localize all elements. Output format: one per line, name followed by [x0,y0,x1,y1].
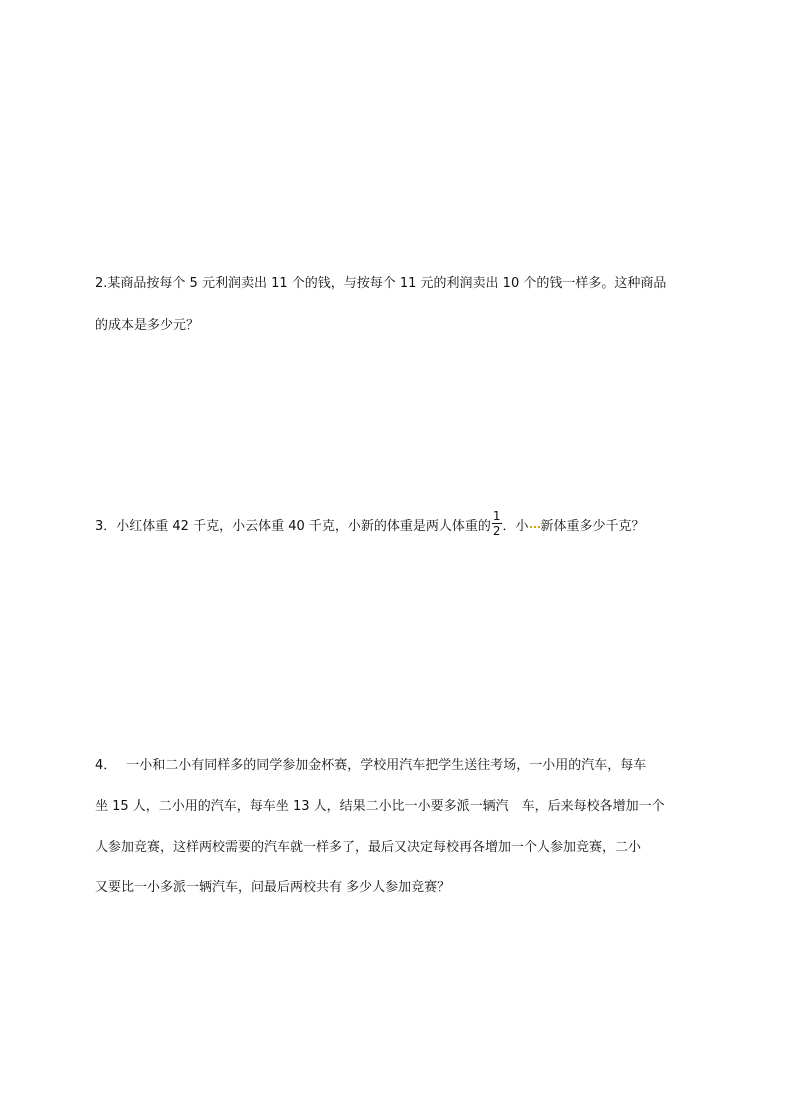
question-4-line-2: 坐 15 人，二小用的汽车，每车坐 13 人，结果二小比一小要多派一辆汽 车，后来每校各增加一个 [95,799,665,814]
dotted-underline-mark [530,525,540,528]
question-4-line-4: 又要比一小多派一辆汽车，问最后两校共有 多少人参加竞赛？ [95,880,451,895]
question-3-text-after: 新体重多少千克？ [540,519,645,534]
question-4-number: 4． [95,758,117,773]
question-4-line-1 [95,758,646,774]
question-3-text-mid: ．小 [502,519,529,534]
question-4-line-1-text: 一小和二小有同样多的同学参加金杯赛，学校用汽车把学生送往考场，一小用的汽车，每车 [126,758,647,773]
fraction-denominator: 2 [492,524,501,538]
fraction-numerator: 1 [492,509,501,523]
question-3-line [95,509,645,540]
question-3-text-before: 3．小红体重 42 千克，小云体重 40 千克，小新的体重是两人体重的 [95,519,491,534]
question-2-line-2: 的成本是多少元？ [95,318,200,333]
question-2-line-1: 2.某商品按每个 5 元利润卖出 11 个的钱，与按每个 11 元的利润卖出 10 个的钱一样多。这种商品 [95,276,667,291]
fraction-one-half [492,510,502,537]
question-4-line-3: 人参加竞赛，这样两校需要的汽车就一样多了，最后又决定每校再各增加一个人参加竞赛，二小 [95,840,642,855]
